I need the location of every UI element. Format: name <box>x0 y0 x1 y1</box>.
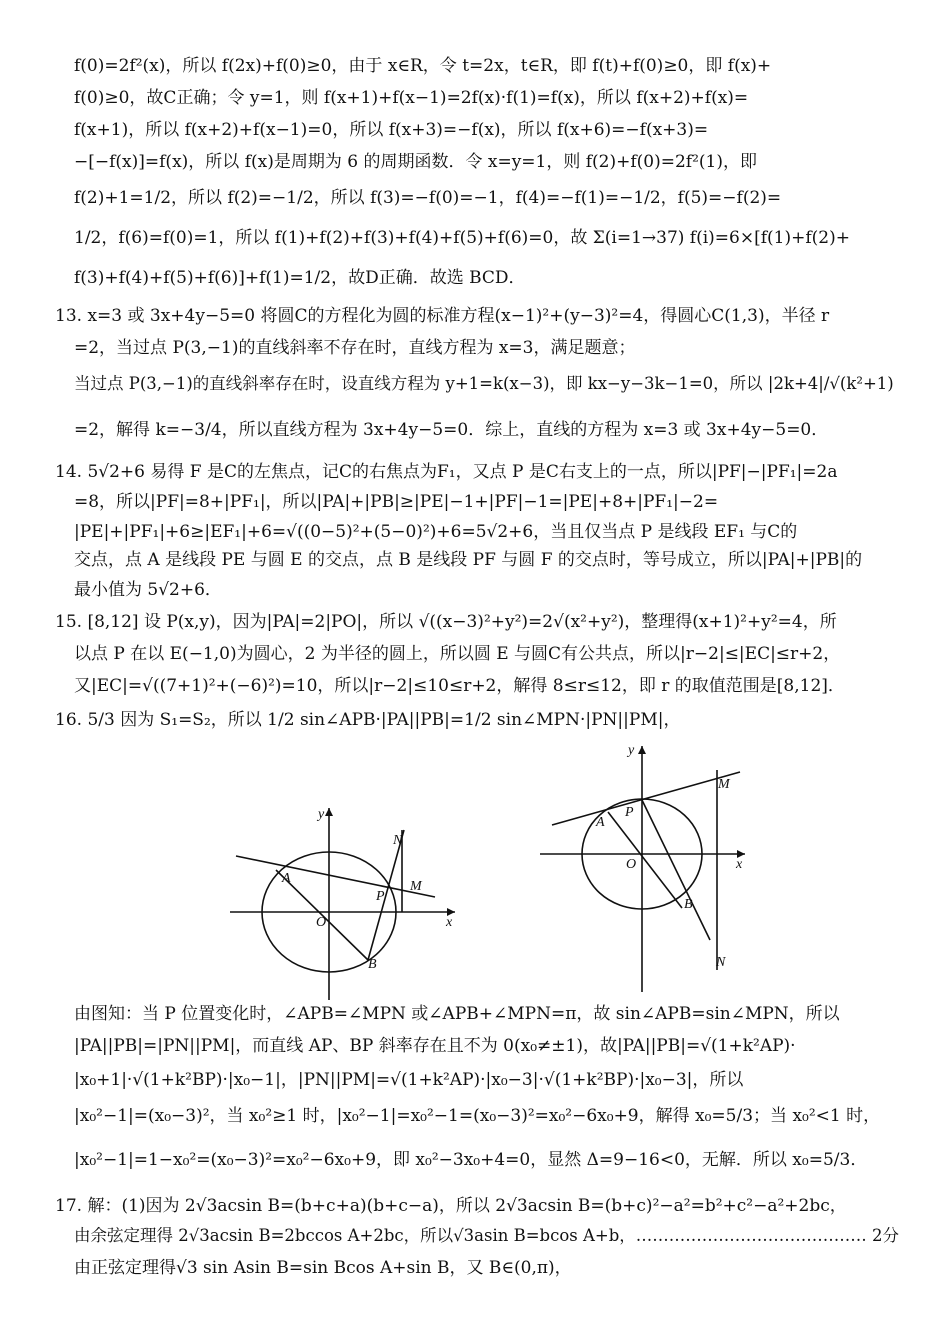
text-line: f(x+1)，所以 f(x+2)+f(x−1)=0，所以 f(x+3)=−f(x)，所以 f(x+6)=−f(x+3)= <box>74 120 709 140</box>
label-y: y <box>628 743 635 758</box>
text-line: f(3)+f(4)+f(5)+f(6)]+f(1)=1/2，故D正确．故选 BCD． <box>74 268 526 288</box>
label-p: P <box>376 889 385 904</box>
text-line: 15. [8,12] 设 P(x,y)，因为|PA|=2|PO|，所以 √((x−3)²+y²)=2√(x²+y²)，整理得(x+1)²+y²=4，所 <box>55 612 837 632</box>
text-line: 当过点 P(3,−1)的直线斜率存在时，设直线方程为 y+1=k(x−3)，即 kx−y−3k−1=0，所以 |2k+4|/√(k²+1) <box>74 374 894 393</box>
label-o: O <box>626 857 637 872</box>
label-x: x <box>446 915 453 930</box>
text-line: 由正弦定理得√3 sin Asin B=sin Bcos A+sin B，又 B∈(0,π)， <box>74 1258 572 1278</box>
ellipse-figure-left <box>230 800 460 1000</box>
text-line: =2，当过点 P(3,−1)的直线斜率不存在时，直线方程为 x=3，满足题意； <box>74 338 636 358</box>
text-line: =8，所以|PF|=8+|PF₁|，所以|PA|+|PB|≥|PE|−1+|PF|−1=|PE|+8+|PF₁|−2= <box>74 492 719 512</box>
text-line: |x₀+1|·√(1+k²BP)·|x₀−1|，|PN||PM|=√(1+k²AP)·|x₀−3|·√(1+k²BP)·|x₀−3|，所以 <box>74 1070 744 1090</box>
text-line: |x₀²−1|=1−x₀²=(x₀−3)²=x₀²−6x₀+9，即 x₀²−3x₀+4=0，显然 Δ=9−16<0，无解．所以 x₀=5/3． <box>74 1150 868 1170</box>
label-y: y <box>318 807 325 822</box>
label-m: M <box>410 879 422 894</box>
text-line: 交点，点 A 是线段 PE 与圆 E 的交点，点 B 是线段 PF 与圆 F 的交点时，等号成立，所以|PA|+|PB|的 <box>74 550 863 570</box>
text-line: 14. 5√2+6 易得 F 是C的左焦点，记C的右焦点为F₁，又点 P 是C右支上的一点，所以|PF|−|PF₁|=2a <box>55 462 838 482</box>
label-n: N <box>716 955 726 970</box>
label-x: x <box>736 857 743 872</box>
text-line: 由余弦定理得 2√3acsin B=2bccos A+2bc，所以√3asin B=bcos A+b，…………………………………… 2分 <box>74 1226 900 1245</box>
label-m: M <box>718 777 730 792</box>
label-b: B <box>368 957 377 972</box>
text-line: −[−f(x)]=f(x)，所以 f(x)是周期为 6 的周期函数．令 x=y=1，则 f(2)+f(0)=2f²(1)，即 <box>74 152 757 172</box>
text-line: 又|EC|=√((7+1)²+(−6)²)=10，所以|r−2|≤10≤r+2，解得 8≤r≤12，即 r 的取值范围是[8,12]． <box>74 676 845 696</box>
label-a: A <box>282 871 291 886</box>
label-p: P <box>625 805 634 820</box>
text-line: |PE|+|PF₁|+6≥|EF₁|+6=√((0−5)²+(5−0)²)+6=5√2+6，当且仅当点 P 是线段 EF₁ 与C的 <box>74 522 798 542</box>
text-line: f(2)+1=1/2，所以 f(2)=−1/2，所以 f(3)=−f(0)=−1，f(4)=−f(1)=−1/2，f(5)=−f(2)= <box>74 188 782 208</box>
text-line: 13. x=3 或 3x+4y−5=0 将圆C的方程化为圆的标准方程(x−1)²+(y−3)²=4，得圆心C(1,3)，半径 r <box>55 306 830 326</box>
text-line: 1/2，f(6)=f(0)=1，所以 f(1)+f(2)+f(3)+f(4)+f(5)+f(6)=0，故 Σ(i=1→37) f(i)=6×[f(1)+f(2)+ <box>74 228 850 248</box>
text-line: 以点 P 在以 E(−1,0)为圆心，2 为半径的圆上，所以圆 E 与圆C有公共点，所以|r−2|≤|EC|≤r+2， <box>74 644 841 664</box>
text-line: 最小值为 5√2+6． <box>74 580 222 600</box>
text-line: 由图知：当 P 位置变化时，∠APB=∠MPN 或∠APB+∠MPN=π，故 sin∠APB=sin∠MPN，所以 <box>74 1004 840 1024</box>
text-line: f(0)=2f²(x)，所以 f(2x)+f(0)≥0，由于 x∈R，令 t=2x，t∈R，即 f(t)+f(0)≥0，即 f(x)+ <box>74 56 772 76</box>
label-n: N <box>393 833 403 848</box>
text-line: 17. 解：(1)因为 2√3acsin B=(b+c+a)(b+c−a)，所以 2√3acsin B=(b+c)²−a²=b²+c²−a²+2bc， <box>55 1196 847 1216</box>
label-a: A <box>596 815 605 830</box>
text-line: f(0)≥0，故C正确；令 y=1，则 f(x+1)+f(x−1)=2f(x)·f(1)=f(x)，所以 f(x+2)+f(x)= <box>74 88 749 108</box>
ellipse-figure-right <box>540 740 760 995</box>
text-line: 16. 5/3 因为 S₁=S₂，所以 1/2 sin∠APB·|PA||PB|=1/2 sin∠MPN·|PN||PM|， <box>55 710 681 730</box>
text-line: =2，解得 k=−3/4，所以直线方程为 3x+4y−5=0．综上，直线的方程为 x=3 或 3x+4y−5=0． <box>74 420 829 440</box>
text-line: |PA||PB|=|PN||PM|，而直线 AP、BP 斜率存在且不为 0(x₀≠±1)，故|PA||PB|=√(1+k²AP)· <box>74 1036 796 1056</box>
label-o: O <box>316 915 327 930</box>
text-line: |x₀²−1|=(x₀−3)²，当 x₀²≥1 时，|x₀²−1|=x₀²−1=(x₀−3)²=x₀²−6x₀+9，解得 x₀=5/3；当 x₀²<1 时， <box>74 1106 881 1126</box>
label-b: B <box>684 897 693 912</box>
